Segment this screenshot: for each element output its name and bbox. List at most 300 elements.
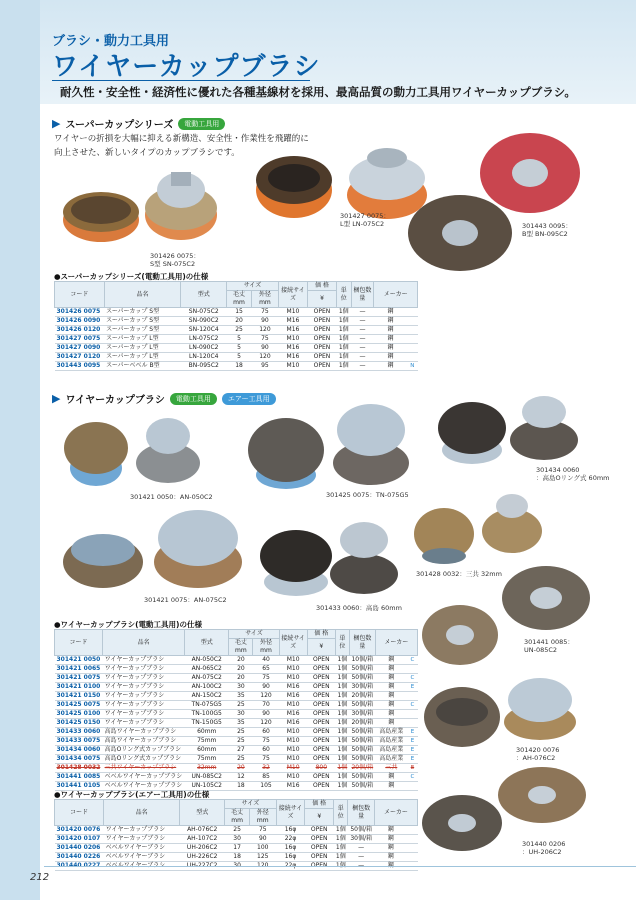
col-model: 型式 bbox=[181, 282, 227, 308]
table-cell: SN-120C4 bbox=[181, 326, 227, 335]
table-cell: OPEN bbox=[307, 737, 335, 746]
table-cell: 1個 bbox=[337, 308, 352, 317]
table1-title: ●スーパーカップシリーズ(電動工具用)の仕様 bbox=[54, 272, 209, 281]
table-cell: TN-150G5 bbox=[185, 719, 229, 728]
table-cell: 三共 bbox=[375, 764, 407, 773]
brush-photo-tn075 bbox=[246, 395, 411, 495]
table-cell: 22φ bbox=[276, 835, 305, 844]
table-cell: OPEN bbox=[307, 326, 336, 335]
table-cell: ワイヤーカップブラシ bbox=[103, 674, 185, 683]
table-cell: 90 bbox=[253, 683, 279, 692]
table-cell: OPEN bbox=[307, 728, 335, 737]
table-row bbox=[55, 362, 418, 371]
table-cell: 301425 0075 bbox=[55, 701, 103, 710]
table-cell: 301440 0227 bbox=[55, 862, 104, 871]
table-cell: OPEN bbox=[307, 317, 336, 326]
table-cell: 301434 0075 bbox=[55, 755, 103, 764]
table-cell: 75mm bbox=[185, 737, 229, 746]
table-cell: 1個 bbox=[337, 353, 352, 362]
table-cell: C bbox=[407, 656, 417, 665]
col-unit: 単位 bbox=[334, 800, 348, 826]
table-cell: 301420 0076 bbox=[55, 826, 104, 835]
table-cell: M16 bbox=[279, 719, 307, 728]
table-cell: 1個 bbox=[334, 826, 348, 835]
col-od: 外径 mm bbox=[249, 809, 276, 826]
table-cell: C bbox=[407, 674, 417, 683]
table-cell: ワイヤーカップブラシ bbox=[104, 826, 180, 835]
table-cell: AN-050C2 bbox=[185, 656, 229, 665]
table-cell: 鋼 bbox=[374, 844, 407, 853]
table-cell: 50個/箱 bbox=[349, 728, 375, 737]
table-cell: 90 bbox=[249, 835, 276, 844]
table-cell: 75 bbox=[253, 737, 279, 746]
table-cell: 301427 0120 bbox=[55, 353, 105, 362]
table-cell: 301425 0150 bbox=[55, 719, 103, 728]
table-cell: 1個 bbox=[335, 683, 349, 692]
table-cell: 30 bbox=[229, 710, 253, 719]
table-cell: M16 bbox=[278, 344, 307, 353]
table-cell: 105 bbox=[253, 782, 279, 791]
brush-photo-takashima bbox=[256, 512, 406, 604]
table-cell: ワイヤーカップブラシ bbox=[103, 683, 185, 692]
table-row bbox=[55, 344, 418, 353]
table-cell: BN-095C2 bbox=[181, 362, 227, 371]
table-cell: 50個/箱 bbox=[349, 773, 375, 782]
table-cell: ワイヤーカップブラシ bbox=[103, 665, 185, 674]
table-cell: スーパーカップ S型 bbox=[104, 326, 181, 335]
table-cell: 25 bbox=[227, 326, 252, 335]
table-row bbox=[55, 335, 418, 344]
table-cell: LN-075C2 bbox=[181, 335, 227, 344]
brush-photo-bn095 bbox=[400, 128, 585, 278]
table-cell: 35 bbox=[229, 719, 253, 728]
table-cell: 301433 0060 bbox=[55, 728, 103, 737]
col-od: 外径 mm bbox=[253, 639, 279, 656]
table-cell: OPEN bbox=[307, 701, 335, 710]
table-cell bbox=[407, 335, 417, 344]
table-row bbox=[55, 317, 418, 326]
caption-ah076 bbox=[516, 746, 559, 762]
table-cell: 301421 0050 bbox=[55, 656, 103, 665]
table-cell bbox=[407, 853, 417, 862]
table-cell: OPEN bbox=[305, 844, 334, 853]
table-cell: — bbox=[351, 335, 374, 344]
table-cell: — bbox=[351, 326, 374, 335]
table-cell: 120 bbox=[253, 719, 279, 728]
table-cell: AN-075C2 bbox=[185, 674, 229, 683]
table-cell: OPEN bbox=[307, 746, 335, 755]
caption-code: 301420 0076 bbox=[516, 746, 560, 754]
table-cell: 125 bbox=[249, 853, 276, 862]
table-cell: M10 bbox=[279, 764, 307, 773]
caption-uh206 bbox=[522, 840, 565, 856]
table-cell: 18 bbox=[229, 782, 253, 791]
table-cell: 301433 0075 bbox=[55, 737, 103, 746]
tagline: 耐久性・安全性・経済性に優れた各種基線材を採用、最高品質の動力工具用ワイヤーカップブラシ。 bbox=[60, 85, 576, 99]
table-cell bbox=[407, 326, 417, 335]
table-cell: OPEN bbox=[307, 362, 336, 371]
table3-title: ●ワイヤーカップブラシ(エアー工具用)の仕様 bbox=[54, 790, 210, 799]
table-cell: E bbox=[407, 755, 417, 764]
table-cell: 120 bbox=[251, 326, 278, 335]
table-cell: 95 bbox=[251, 362, 278, 371]
caption-code: 301427 0075： bbox=[340, 212, 390, 220]
table-cell: 20個/箱 bbox=[349, 692, 375, 701]
table-cell: 鋼 bbox=[375, 701, 407, 710]
table-cell: 25 bbox=[229, 737, 253, 746]
table-cell: OPEN bbox=[307, 665, 335, 674]
table-cell: OPEN bbox=[307, 755, 335, 764]
col-price: 価 格 bbox=[307, 282, 336, 291]
table-cell: 鋼 bbox=[375, 656, 407, 665]
table-row bbox=[55, 853, 418, 862]
col-unit: 単位 bbox=[335, 630, 349, 656]
table-cell: TN-075G5 bbox=[185, 701, 229, 710]
table-cell bbox=[407, 835, 417, 844]
table-cell: 12 bbox=[229, 773, 253, 782]
table-cell: 35 bbox=[229, 692, 253, 701]
table-cell: AH-076C2 bbox=[180, 826, 225, 835]
table-cell: AN-065C2 bbox=[185, 665, 229, 674]
table-cell: 鋼 bbox=[375, 692, 407, 701]
table-row bbox=[55, 326, 418, 335]
table-cell: 50個/箱 bbox=[349, 746, 375, 755]
footer-rule bbox=[44, 866, 636, 867]
col-od: 外径 mm bbox=[251, 291, 278, 308]
brush-photo-an075 bbox=[58, 500, 248, 596]
table-cell: C bbox=[407, 701, 417, 710]
table-cell: 1個 bbox=[335, 710, 349, 719]
table-cell: — bbox=[351, 317, 374, 326]
caption-ln075 bbox=[340, 212, 390, 228]
table-cell: 120 bbox=[253, 692, 279, 701]
table-cell: 鋼 bbox=[374, 362, 407, 371]
table-cell: スーパーカップ L型 bbox=[104, 353, 181, 362]
table-cell: UN-085C2 bbox=[185, 773, 229, 782]
caption-model: L型 LN-075C2 bbox=[340, 220, 385, 228]
table-cell: 32mm bbox=[185, 764, 229, 773]
table2-title: ●ワイヤーカップブラシ(電動工具用)の仕様 bbox=[54, 620, 202, 629]
table-cell: 1個 bbox=[337, 317, 352, 326]
table-row bbox=[55, 737, 418, 746]
table-cell: M16 bbox=[278, 326, 307, 335]
page-sidebar bbox=[0, 0, 40, 900]
table-cell: 1個 bbox=[335, 782, 349, 791]
table-row bbox=[55, 746, 418, 755]
table-cell: ベベルワイヤーカップブラシ bbox=[103, 782, 185, 791]
table-cell: M10 bbox=[279, 665, 307, 674]
table-cell: 1個 bbox=[335, 701, 349, 710]
table-cell: 301420 0107 bbox=[55, 835, 104, 844]
caption-model: UN-085C2 bbox=[524, 646, 558, 654]
table-cell: OPEN bbox=[307, 692, 335, 701]
table-cell: 20個/箱 bbox=[349, 719, 375, 728]
table-cell: 301421 0065 bbox=[55, 665, 103, 674]
table-cell: ワイヤーカップブラシ bbox=[103, 701, 185, 710]
table-cell: M10 bbox=[279, 755, 307, 764]
badge-air-tool: エアー工具用 bbox=[222, 393, 276, 405]
table-cell: ベベルワイヤーブラシ bbox=[104, 862, 180, 871]
table-cell: 301421 0100 bbox=[55, 683, 103, 692]
table-row bbox=[55, 683, 418, 692]
col-model: 型式 bbox=[185, 630, 229, 656]
table-cell: E bbox=[407, 728, 417, 737]
table-cell: ワイヤーカップブラシ bbox=[103, 710, 185, 719]
table-cell: E bbox=[407, 764, 417, 773]
table-cell: AN-100C2 bbox=[185, 683, 229, 692]
caption-model: ：UH-206C2 bbox=[522, 848, 562, 856]
table-cell: — bbox=[351, 344, 374, 353]
table-cell: 5 bbox=[227, 335, 252, 344]
table-cell: 301443 0095 bbox=[55, 362, 105, 371]
col-code: コード bbox=[55, 282, 105, 308]
section-wire-cup bbox=[52, 391, 276, 406]
caption-code: 301440 0206 bbox=[522, 840, 566, 848]
table-cell: UN-105C2 bbox=[185, 782, 229, 791]
table-cell bbox=[407, 692, 417, 701]
caption-model: ：AH-076C2 bbox=[516, 754, 556, 762]
table-cell: スーパーカップ L型 bbox=[104, 335, 181, 344]
table-cell: C bbox=[407, 773, 417, 782]
table-cell: ベベルワイヤーブラシ bbox=[104, 853, 180, 862]
caption-sankyo: 301428 0032：三共 32mm bbox=[416, 570, 502, 578]
table-row bbox=[55, 826, 418, 835]
table-cell: 1個 bbox=[335, 746, 349, 755]
table-cell: 10個/箱 bbox=[349, 656, 375, 665]
table-cell: ワイヤーカップブラシ bbox=[104, 835, 180, 844]
table-cell: OPEN bbox=[307, 308, 336, 317]
table-cell: 三共ワイヤーカップブラシ bbox=[103, 764, 185, 773]
table-cell: M16 bbox=[279, 782, 307, 791]
col-name: 品名 bbox=[104, 282, 181, 308]
col-name: 品名 bbox=[103, 630, 185, 656]
category-label: ブラシ・動力工具用 bbox=[52, 34, 170, 49]
table-cell: SN-075C2 bbox=[181, 308, 227, 317]
table-cell: 鋼 bbox=[374, 826, 407, 835]
table-cell: M16 bbox=[279, 692, 307, 701]
table-row bbox=[55, 844, 418, 853]
table-cell: UH-206C2 bbox=[180, 844, 225, 853]
col-pack: 梱包数量 bbox=[349, 630, 375, 656]
col-size: サイズ bbox=[227, 282, 279, 291]
table-cell: 1個 bbox=[337, 344, 352, 353]
table-cell: AN-150C2 bbox=[185, 692, 229, 701]
table-cell: 90 bbox=[251, 344, 278, 353]
table-cell: OPEN bbox=[307, 656, 335, 665]
table-cell: M16 bbox=[279, 683, 307, 692]
table-cell: 高島ワイヤーカップブラシ bbox=[103, 728, 185, 737]
table-cell: 30 bbox=[225, 835, 250, 844]
table-cell: N bbox=[407, 362, 417, 371]
table-cell: 301421 0075 bbox=[55, 674, 103, 683]
table-cell bbox=[407, 308, 417, 317]
caption-model: S型 SN-075C2 bbox=[150, 260, 196, 268]
col-price: 価 格 bbox=[305, 800, 334, 809]
table-cell: 1個 bbox=[335, 755, 349, 764]
table-cell: 800 bbox=[307, 764, 335, 773]
page-title: ワイヤーカップブラシ bbox=[52, 52, 321, 82]
table-cell: 鋼 bbox=[375, 674, 407, 683]
spec-table-wire-cup-power bbox=[54, 629, 418, 791]
table-cell: 75 bbox=[251, 308, 278, 317]
table-cell: 301427 0090 bbox=[55, 344, 105, 353]
table-cell: 鋼 bbox=[375, 665, 407, 674]
table-cell: 高島産業 bbox=[375, 728, 407, 737]
table-cell: OPEN bbox=[307, 719, 335, 728]
table-cell: OPEN bbox=[307, 674, 335, 683]
table-cell: M10 bbox=[278, 335, 307, 344]
table-cell: 301425 0100 bbox=[55, 710, 103, 719]
table-cell: 20 bbox=[229, 674, 253, 683]
table-cell: 高島産業 bbox=[375, 755, 407, 764]
caption-bn095 bbox=[522, 222, 572, 238]
table-cell: 5 bbox=[227, 344, 252, 353]
table-cell: 高島ワイヤーカップブラシ bbox=[103, 737, 185, 746]
col-maker: メーカー bbox=[375, 630, 417, 656]
table-row bbox=[55, 710, 418, 719]
table-cell: 75mm bbox=[185, 755, 229, 764]
col-name: 品名 bbox=[104, 800, 180, 826]
table-cell bbox=[407, 710, 417, 719]
table-cell: M10 bbox=[279, 728, 307, 737]
table-cell: ワイヤーカップブラシ bbox=[103, 692, 185, 701]
table-cell: 1個 bbox=[335, 728, 349, 737]
table-row bbox=[55, 692, 418, 701]
col-conn: 接続サイズ bbox=[276, 800, 305, 826]
table-row bbox=[55, 701, 418, 710]
table-cell: — bbox=[351, 308, 374, 317]
table-cell: OPEN bbox=[307, 344, 336, 353]
col-hair: 毛丈 mm bbox=[227, 291, 252, 308]
table-cell: 25 bbox=[229, 728, 253, 737]
badge-power-tool: 電動工具用 bbox=[178, 118, 225, 130]
table-cell: M10 bbox=[278, 308, 307, 317]
table-cell: 301441 0085 bbox=[55, 773, 103, 782]
table-cell: AH-107C2 bbox=[180, 835, 225, 844]
col-size: サイズ bbox=[229, 630, 279, 639]
table-cell: 1個 bbox=[335, 737, 349, 746]
table-cell bbox=[407, 665, 417, 674]
section-title: ワイヤーカップブラシ bbox=[65, 395, 165, 406]
col-yen: ¥ bbox=[305, 809, 334, 826]
table-row bbox=[55, 755, 418, 764]
table-row bbox=[55, 764, 418, 773]
table-cell: 301428 0032 bbox=[55, 764, 103, 773]
table-cell: 鋼 bbox=[374, 862, 407, 871]
triangle-icon: ▶ bbox=[52, 392, 61, 405]
table-cell: 5 bbox=[227, 353, 252, 362]
table-cell: 22φ bbox=[276, 862, 305, 871]
table-cell: 50個/箱 bbox=[349, 665, 375, 674]
table-cell: 1個 bbox=[335, 719, 349, 728]
table-cell: 16φ bbox=[276, 826, 305, 835]
table-cell: スーパーカップ S型 bbox=[104, 308, 181, 317]
table-cell: 1個 bbox=[335, 773, 349, 782]
table-cell: 20 bbox=[229, 764, 253, 773]
table-cell: 50個/箱 bbox=[349, 782, 375, 791]
table-cell: 鋼 bbox=[375, 773, 407, 782]
brush-photo-ah076 bbox=[420, 672, 600, 752]
table-cell: — bbox=[351, 353, 374, 362]
table-cell: 50個/箱 bbox=[349, 674, 375, 683]
table-cell: 40 bbox=[253, 656, 279, 665]
table-cell: LN-120C4 bbox=[181, 353, 227, 362]
table-cell: 85 bbox=[253, 773, 279, 782]
table-cell: 高島産業 bbox=[375, 746, 407, 755]
table-row bbox=[55, 656, 418, 665]
table-cell: 65 bbox=[253, 665, 279, 674]
table-cell bbox=[407, 353, 417, 362]
col-model: 型式 bbox=[180, 800, 225, 826]
table-cell: スーパーベベル B型 bbox=[104, 362, 181, 371]
caption-code: 301426 0075： bbox=[150, 252, 200, 260]
table-cell: 1個 bbox=[334, 862, 348, 871]
col-yen: ¥ bbox=[307, 639, 335, 656]
table-cell: M16 bbox=[278, 353, 307, 362]
table-cell: M10 bbox=[279, 656, 307, 665]
brush-photo-sankyo bbox=[412, 486, 552, 566]
table-cell: 20個/箱 bbox=[349, 764, 375, 773]
desc-line: ワイヤーの折損を大幅に抑える新構造、安全性・作業性を飛躍的に bbox=[54, 134, 309, 144]
table-cell: ベベルワイヤーカップブラシ bbox=[103, 773, 185, 782]
table-row bbox=[55, 353, 418, 362]
table-cell: 90 bbox=[253, 710, 279, 719]
table-cell: OPEN bbox=[307, 683, 335, 692]
table-cell: SN-090C2 bbox=[181, 317, 227, 326]
table-cell: 20 bbox=[229, 665, 253, 674]
table-cell: 1個 bbox=[335, 674, 349, 683]
table-cell: 鋼 bbox=[375, 719, 407, 728]
table-cell: E bbox=[407, 746, 417, 755]
table-cell: 鋼 bbox=[374, 326, 407, 335]
table-cell: M10 bbox=[278, 362, 307, 371]
table-cell: — bbox=[348, 862, 374, 871]
caption-model: ：高島Oリング式 60mm bbox=[536, 474, 610, 482]
table-cell: OPEN bbox=[305, 862, 334, 871]
desc-line: 向上させた、新しいタイプのカップブラシです。 bbox=[54, 148, 240, 158]
col-maker: メーカー bbox=[374, 282, 418, 308]
table-cell: E bbox=[407, 683, 417, 692]
table-cell: ワイヤーカップブラシ bbox=[103, 719, 185, 728]
table-cell bbox=[407, 344, 417, 353]
table-cell: 1個 bbox=[334, 835, 348, 844]
table-cell: 301426 0090 bbox=[55, 317, 105, 326]
table-cell: M16 bbox=[278, 317, 307, 326]
table-cell: 1個 bbox=[335, 692, 349, 701]
table-cell: 30 bbox=[229, 683, 253, 692]
table-cell: 1個 bbox=[334, 853, 348, 862]
col-pack: 梱包数量 bbox=[351, 282, 374, 308]
table-cell: 75 bbox=[253, 755, 279, 764]
table-cell: 301440 0206 bbox=[55, 844, 104, 853]
table-cell: 75 bbox=[253, 674, 279, 683]
table-cell: M10 bbox=[279, 737, 307, 746]
table-cell: 100 bbox=[249, 844, 276, 853]
table-cell: M10 bbox=[279, 674, 307, 683]
table-cell: 16φ bbox=[276, 844, 305, 853]
table-cell: 1個 bbox=[335, 764, 349, 773]
table-cell: 鋼 bbox=[374, 317, 407, 326]
table-cell: 50個/箱 bbox=[349, 701, 375, 710]
table-cell: M10 bbox=[279, 701, 307, 710]
table-cell bbox=[407, 782, 417, 791]
table-cell: 高島Oリング式カップブラシ bbox=[103, 746, 185, 755]
col-code: コード bbox=[55, 800, 104, 826]
brush-photo-un085 bbox=[500, 560, 592, 638]
table-cell: 25 bbox=[229, 701, 253, 710]
table-cell: 17 bbox=[225, 844, 250, 853]
table-cell: M16 bbox=[279, 710, 307, 719]
